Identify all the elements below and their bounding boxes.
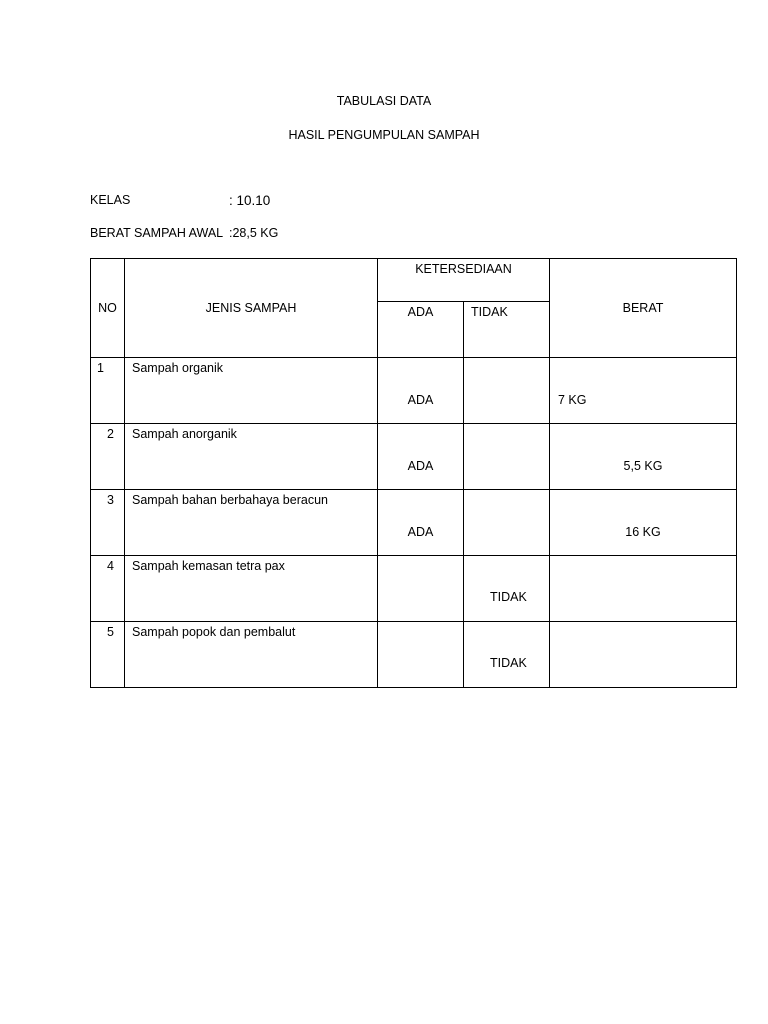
row-berat-cell	[550, 556, 737, 622]
row-jenis: Sampah anorganik	[125, 424, 378, 490]
row-no: 4	[91, 556, 125, 622]
berat-awal-value: :28,5 KG	[229, 226, 279, 240]
header-tidak: TIDAK	[464, 302, 550, 358]
table-row	[91, 556, 737, 622]
row-no: 2	[91, 424, 125, 490]
row-no: 5	[91, 622, 125, 688]
row-ada: ADA	[407, 459, 434, 473]
row-tidak-cell	[464, 490, 550, 556]
table-header-row	[91, 259, 737, 302]
row-tidak: TIDAK	[490, 590, 527, 604]
data-table	[90, 258, 737, 688]
row-jenis: Sampah organik	[125, 358, 378, 424]
row-ada-cell	[378, 358, 464, 424]
row-tidak-cell	[464, 358, 550, 424]
header-berat: BERAT	[550, 259, 737, 358]
header-jenis: JENIS SAMPAH	[125, 259, 378, 358]
row-ada-cell	[378, 622, 464, 688]
row-berat-cell	[550, 424, 737, 490]
row-tidak-cell	[464, 622, 550, 688]
document-title: TABULASI DATA	[336, 94, 432, 108]
berat-awal-label: BERAT SAMPAH AWAL	[90, 226, 224, 240]
table-row	[91, 424, 737, 490]
row-jenis: Sampah bahan berbahaya beracun	[125, 490, 378, 556]
row-ada: ADA	[407, 393, 434, 407]
row-tidak-cell	[464, 556, 550, 622]
header-ketersediaan: KETERSEDIAAN	[378, 259, 550, 302]
table-row	[91, 358, 737, 424]
row-tidak: TIDAK	[490, 656, 527, 670]
row-berat-cell	[550, 622, 737, 688]
row-ada-cell	[378, 490, 464, 556]
row-berat: 16 KG	[625, 525, 661, 539]
row-berat: 7 KG	[558, 393, 587, 407]
row-no: 1	[91, 358, 125, 424]
row-no: 3	[91, 490, 125, 556]
row-tidak-cell	[464, 424, 550, 490]
row-jenis: Sampah popok dan pembalut	[125, 622, 378, 688]
table-row	[91, 490, 737, 556]
row-berat: 5,5 KG	[623, 459, 663, 473]
row-ada-cell	[378, 424, 464, 490]
document-subtitle: HASIL PENGUMPULAN SAMPAH	[288, 128, 480, 142]
header-ada: ADA	[378, 302, 464, 358]
row-berat-cell	[550, 358, 737, 424]
row-jenis: Sampah kemasan tetra pax	[125, 556, 378, 622]
row-ada: ADA	[407, 525, 434, 539]
table-row	[91, 622, 737, 688]
header-no: NO	[91, 259, 125, 358]
row-ada-cell	[378, 556, 464, 622]
kelas-value: : 10.10	[229, 193, 271, 208]
row-berat-cell	[550, 490, 737, 556]
kelas-label: KELAS	[90, 193, 131, 207]
